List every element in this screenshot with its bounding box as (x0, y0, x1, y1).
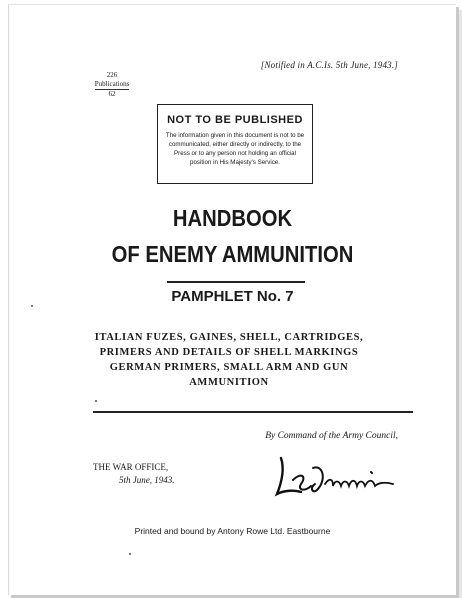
notice-body: The information given in this document is not to be communicated, either directly or indirectly, to the Press or to any person not holding an official position in His Majesty's Service. (165, 132, 305, 166)
publication-reference (93, 71, 131, 99)
publication-label: Publications (94, 80, 130, 88)
title-divider (167, 281, 305, 283)
publication-code: 62 (108, 90, 116, 98)
war-office-date: 5th June, 1943. (119, 475, 175, 485)
title-line-2: OF ENEMY AMMUNITION (111, 241, 354, 267)
pamphlet-number: PAMPHLET No. 7 (171, 288, 294, 305)
subtitle-line-4: AMMUNITION (189, 377, 269, 388)
handwritten-signature (271, 450, 401, 504)
war-office-block (93, 461, 175, 487)
war-office-name: THE WAR OFFICE, (93, 462, 169, 472)
notice-heading: NOT TO BE PUBLISHED (167, 114, 303, 126)
publication-number: 226 (106, 71, 118, 79)
document-page (8, 4, 456, 595)
notified-note: [Notified in A.C.Is. 5th June, 1943.] (260, 60, 398, 70)
scan-speck (31, 305, 33, 307)
subtitle (49, 330, 409, 390)
printer-credit: Printed and bound by Antony Rowe Ltd. Eastbourne (134, 526, 331, 536)
subtitle-line-1: ITALIAN FUZES, GAINES, SHELL, CARTRIDGES, (94, 332, 364, 343)
restriction-notice-box (157, 104, 313, 184)
scan-speck (129, 553, 131, 555)
scan-speck (95, 400, 97, 402)
subtitle-line-3: GERMAN PRIMERS, SMALL ARM AND GUN (109, 362, 349, 373)
title-line-1: HANDBOOK (172, 205, 293, 231)
subtitle-divider (93, 411, 413, 413)
subtitle-line-2: PRIMERS AND DETAILS OF SHELL MARKINGS (99, 347, 359, 358)
command-line: By Command of the Army Council, (265, 431, 398, 441)
